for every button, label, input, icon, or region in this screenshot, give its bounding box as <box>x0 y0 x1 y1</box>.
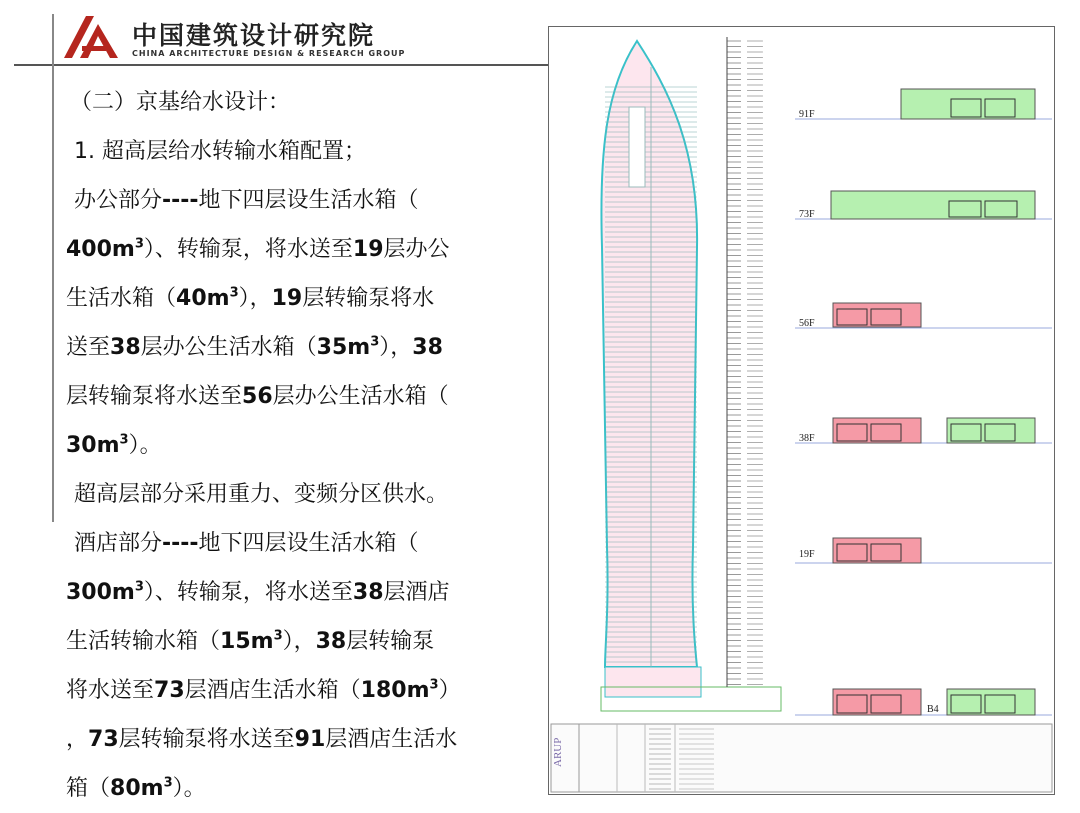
title-block <box>551 724 1052 792</box>
section-title: （二）京基给水设计： <box>70 90 291 115</box>
office-tank-b4 <box>833 689 921 715</box>
office-line-4: 送至38层办公生活水箱$(35m^3)$，38 <box>66 334 443 360</box>
hotel-line-6: 箱$(80m^3)$。 <box>66 775 206 801</box>
item-1: 1. 超高层给水转输水箱配置； <box>74 139 366 164</box>
body-text <box>66 78 546 813</box>
floor-label-73f: 73F <box>799 209 815 220</box>
org-name-cn: 中国建筑设计研究院 <box>132 21 376 50</box>
hotel-line-3: 生活转输水箱$(15m^3)$，38层转输泵 <box>66 628 435 654</box>
office-line-6: $30m^3$）。 <box>66 432 162 458</box>
gravity-note: 超高层部分采用重力、变频分区供水。 <box>74 482 449 507</box>
cadg-logo-icon <box>62 14 120 60</box>
hotel-line-1: 酒店部分----地下四层设生活水箱（ <box>74 531 419 556</box>
hotel-tank-73f <box>831 191 1035 219</box>
floor-label-91f: 91F <box>799 109 815 120</box>
tower-section <box>601 41 781 711</box>
hotel-tank-38f <box>947 418 1035 443</box>
floor-label-19f: 19F <box>799 549 815 560</box>
office-line-1: 办公部分----地下四层设生活水箱（ <box>74 188 419 213</box>
floor-label-56f: 56F <box>799 318 815 329</box>
office-line-2: $400m^3$）、转输泵，将水送至19层办公 <box>66 236 450 262</box>
floor-label-b4: B4 <box>927 704 939 715</box>
water-tanks <box>831 89 1035 715</box>
hotel-tank-91f <box>901 89 1035 119</box>
water-supply-diagram <box>548 26 1055 795</box>
office-tank-38f <box>833 418 921 443</box>
arup-logo: ARUP <box>552 737 564 767</box>
office-tank-19f <box>833 538 921 563</box>
level-column <box>727 37 763 687</box>
hotel-tank-b4 <box>947 689 1035 715</box>
hotel-line-2: $300m^3$）、转输泵，将水送至38层酒店 <box>66 579 450 605</box>
office-line-5: 层转输泵将水送至56层办公生活水箱（ <box>66 384 449 409</box>
hotel-line-4: 将水送至73层酒店生活水箱$(180m^3)$ <box>66 677 461 703</box>
riser-drawing <box>549 27 1054 794</box>
left-divider <box>52 14 54 522</box>
floor-label-38f: 38F <box>799 433 815 444</box>
office-tank-56f <box>833 303 921 327</box>
header-divider <box>14 64 550 66</box>
hotel-line-5: ，73层转输泵将水送至91层酒店生活水 <box>66 727 458 752</box>
header-bar <box>0 0 560 70</box>
office-line-3: 生活水箱$(40m^3)$，19层转输泵将水 <box>66 285 435 311</box>
org-name-en: CHINA ARCHITECTURE DESIGN & RESEARCH GROUP <box>132 49 406 58</box>
